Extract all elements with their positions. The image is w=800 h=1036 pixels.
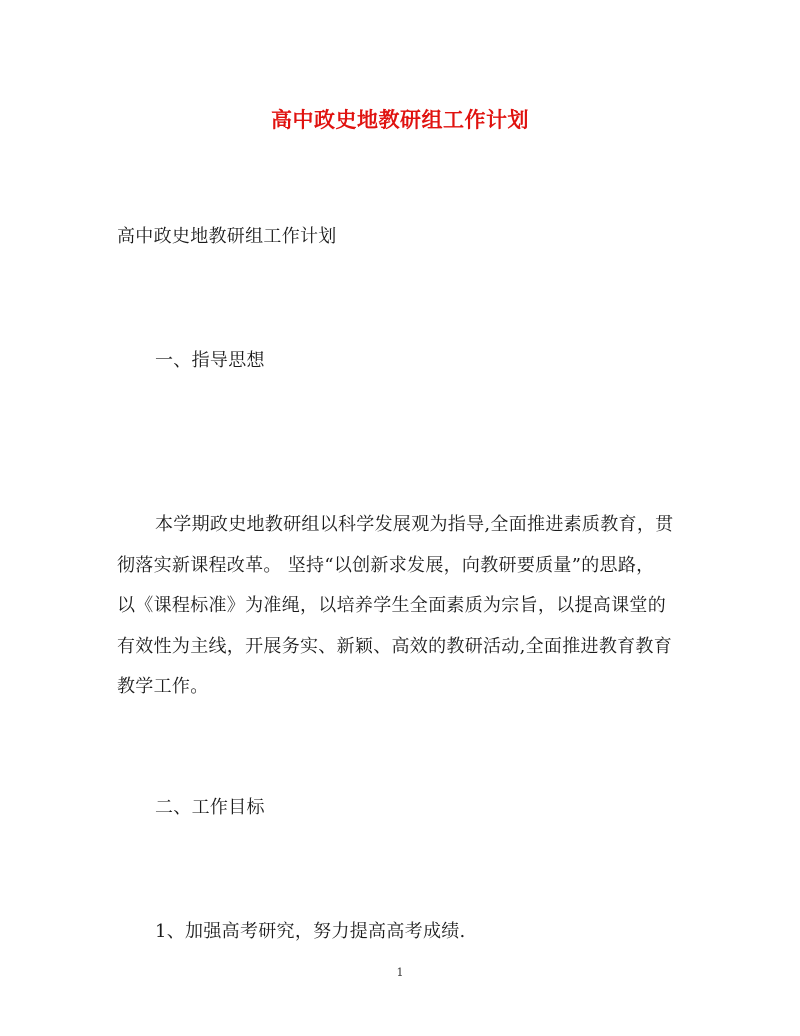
paragraph-line: 本学期政史地教研组以科学发展观为指导,全面推进素质教育，贯: [155, 514, 674, 535]
paragraph-line: 有效性为主线，开展务实、新颖、高效的教研活动,全面推进教育教育: [117, 635, 673, 657]
list-item: 1、加强高考研究，努力提高高考成绩.: [155, 921, 466, 942]
paragraph-line: 教学工作。: [117, 676, 209, 697]
document-subtitle: 高中政史地教研组工作计划: [117, 226, 337, 247]
page-number: 1: [396, 966, 404, 979]
section-paragraph: [117, 505, 687, 708]
document-title: 高中政史地教研组工作计划: [271, 107, 529, 132]
paragraph-line: 彻落实新课程改革。 坚持“以创新求发展，向教研要质量”的思路，: [117, 554, 655, 576]
section-heading-guiding-ideology: 一、指导思想: [155, 350, 265, 371]
section-heading-work-goals: 二、工作目标: [155, 797, 265, 818]
paragraph-line: 以《课程标准》为准绳，以培养学生全面素质为宗旨，以提高课堂的: [117, 595, 666, 616]
